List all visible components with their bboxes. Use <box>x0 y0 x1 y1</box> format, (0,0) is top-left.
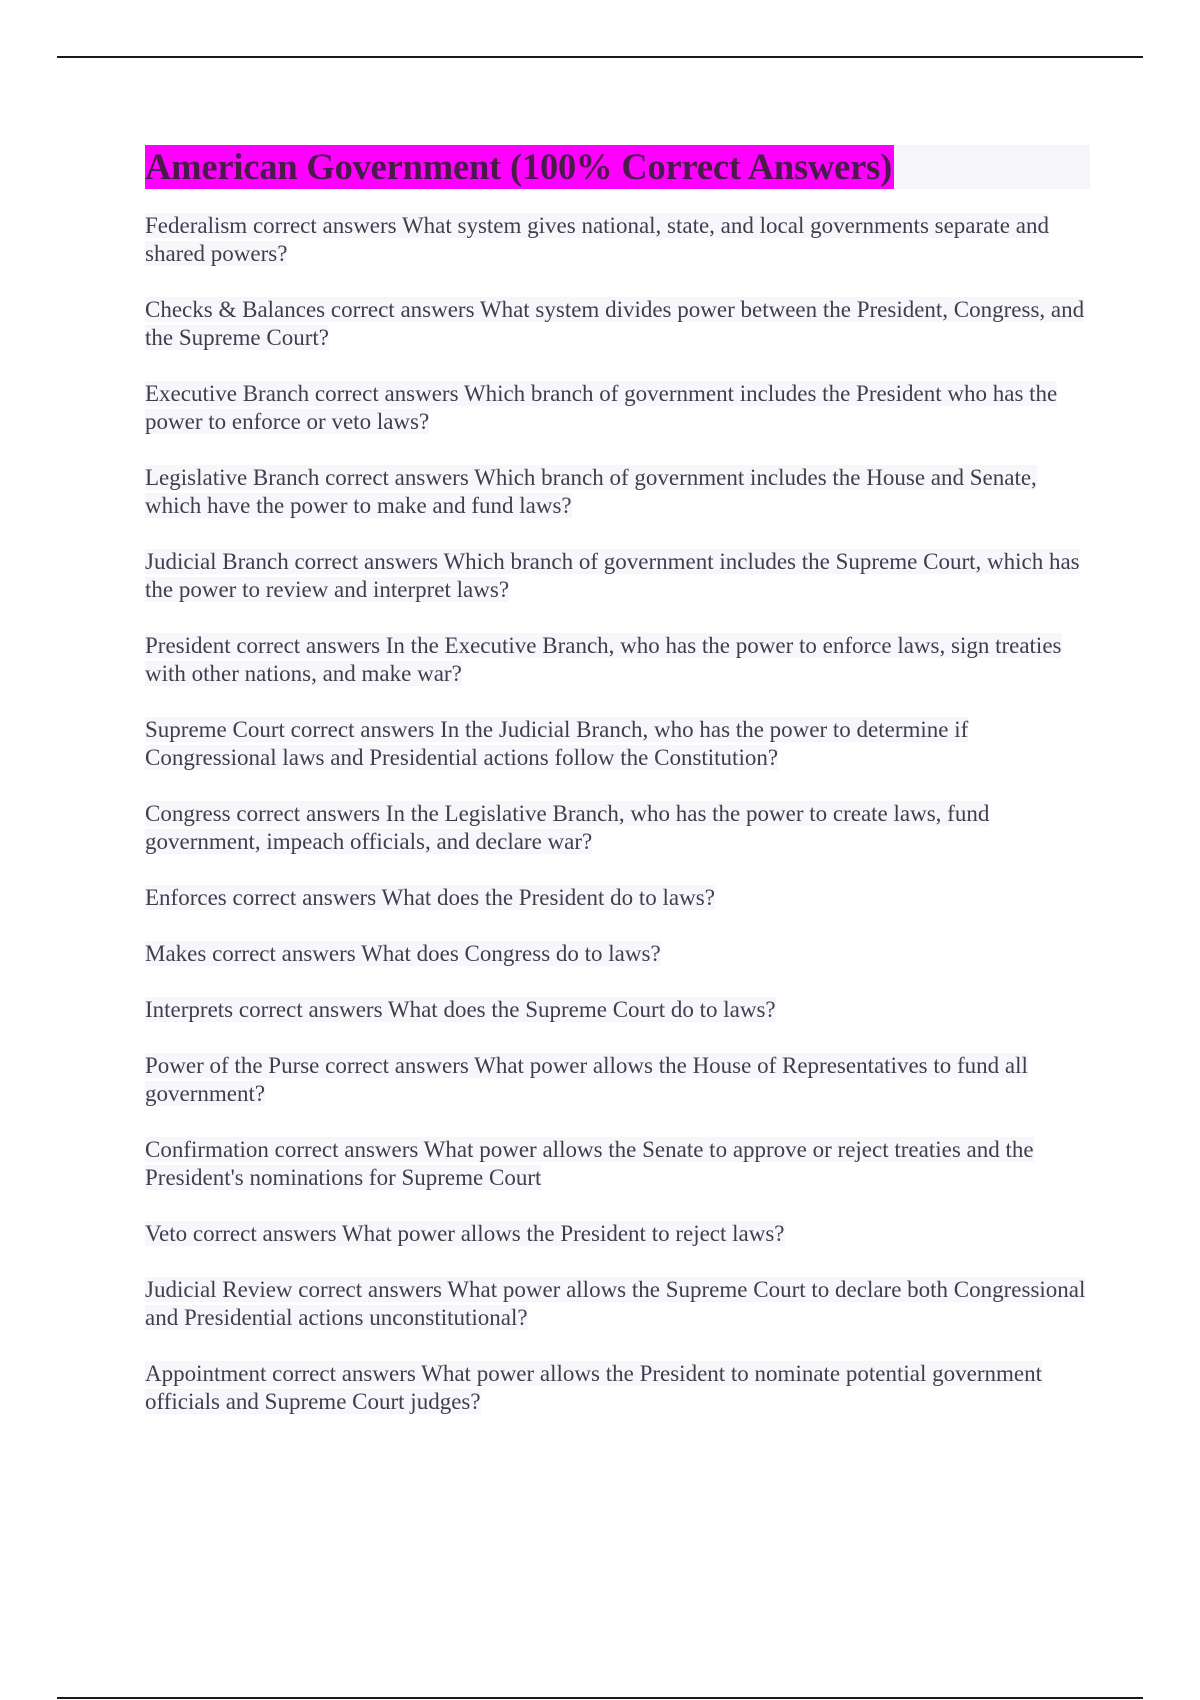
qa-item-text: Checks & Balances correct answers What system divides power between the President, Congress, and the Supreme Court? <box>145 297 1085 350</box>
qa-item <box>145 548 1095 604</box>
qa-item-text: Supreme Court correct answers In the Judicial Branch, who has the power to determine if Congressional laws and Presidential actions follow the Constitution? <box>145 717 969 770</box>
qa-item <box>145 380 1095 436</box>
qa-item-text: Appointment correct answers What power allows the President to nominate potential government officials and Supreme Court judges? <box>145 1361 1042 1414</box>
qa-item <box>145 716 1095 772</box>
qa-item-text: Congress correct answers In the Legislative Branch, who has the power to create laws, fund government, impeach officials, and declare war? <box>145 801 990 854</box>
qa-item-text: Makes correct answers What does Congress do to laws? <box>145 941 661 966</box>
qa-item <box>145 212 1095 268</box>
qa-item-text: Enforces correct answers What does the President do to laws? <box>145 885 715 910</box>
qa-item-text: Federalism correct answers What system gives national, state, and local governments separate and shared powers? <box>145 213 1049 266</box>
qa-list <box>145 212 1095 1444</box>
bottom-rule <box>57 1697 1143 1699</box>
qa-item-text: Judicial Branch correct answers Which branch of government includes the Supreme Court, which has the power to review and interpret laws? <box>145 549 1080 602</box>
qa-item <box>145 1360 1095 1416</box>
qa-item <box>145 800 1095 856</box>
qa-item <box>145 996 1095 1024</box>
qa-item <box>145 1136 1095 1192</box>
qa-item <box>145 632 1095 688</box>
qa-item <box>145 940 1095 968</box>
qa-item-text: Veto correct answers What power allows the President to reject laws? <box>145 1221 785 1246</box>
qa-item-text: President correct answers In the Executive Branch, who has the power to enforce laws, sign treaties with other nations, and make war? <box>145 633 1062 686</box>
top-rule <box>57 56 1143 58</box>
qa-item-text: Executive Branch correct answers Which branch of government includes the President who has the power to enforce or veto laws? <box>145 381 1058 434</box>
qa-item <box>145 296 1095 352</box>
qa-item <box>145 464 1095 520</box>
qa-item <box>145 1276 1095 1332</box>
qa-item <box>145 1220 1095 1248</box>
page-title: American Government (100% Correct Answers) <box>145 146 893 187</box>
qa-item <box>145 884 1095 912</box>
qa-item-text: Interprets correct answers What does the Supreme Court do to laws? <box>145 997 776 1022</box>
qa-item-text: Power of the Purse correct answers What power allows the House of Representatives to fund all government? <box>145 1053 1028 1106</box>
qa-item-text: Judicial Review correct answers What power allows the Supreme Court to declare both Congressional and Presidential actions unconstitutional? <box>145 1277 1086 1330</box>
qa-item-text: Confirmation correct answers What power allows the Senate to approve or reject treaties and the President's nominations for Supreme Court <box>145 1137 1034 1190</box>
qa-item <box>145 1052 1095 1108</box>
qa-item-text: Legislative Branch correct answers Which branch of government includes the House and Senate, which have the power to make and fund laws? <box>145 465 1037 518</box>
